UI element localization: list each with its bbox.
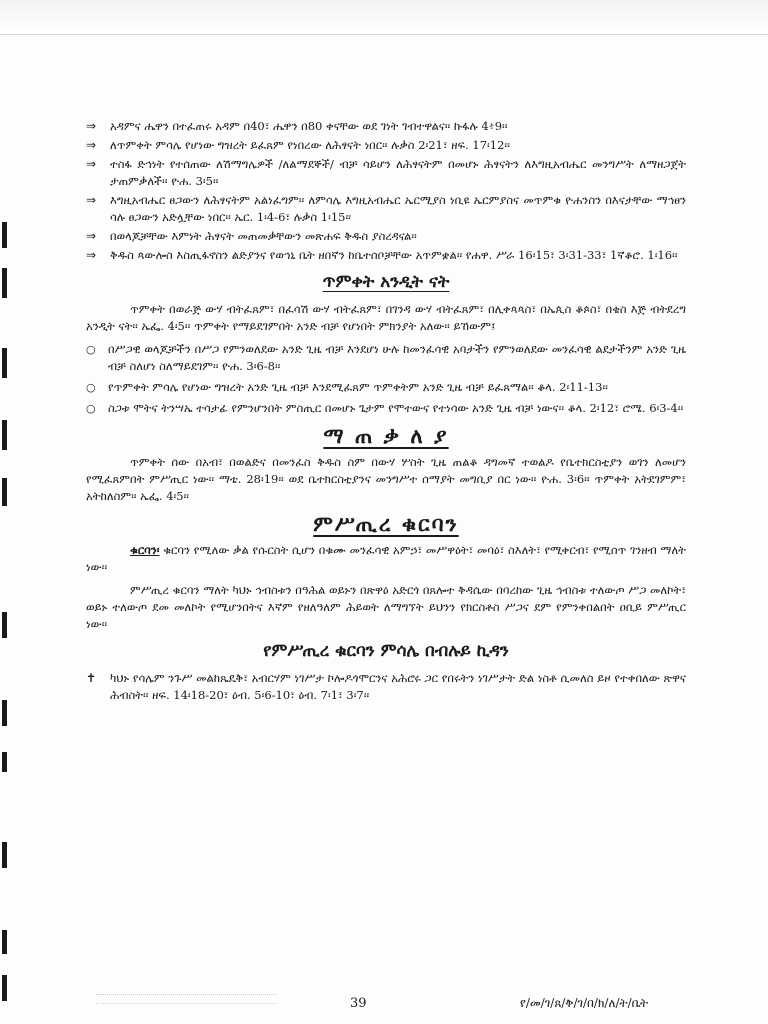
page-number: 39	[350, 996, 367, 1011]
arrow-icon: ⇒	[86, 248, 97, 262]
paragraph: ምሥጢረ ቁርባን ማለት ካህኑ ኅብስቱን በዓሕል ወይኑን በጽዋዕ አድርጎ በጸሎተ ቅዳሴው በባረከው ጊዜ ኅብስቱ ተለውጦ ሥጋ መለኮት፣ ወይኑ ተለውጦ ደመ መለኮት የሚሆንበትና እኛም የዘለዓለም ሕይወት ለማግኘት ይህንን የክርስቶስ ሥጋና ደም የምንቀበልበት ዐቢይ ምሥጢር ነው፡፡	[86, 583, 686, 631]
list-item	[86, 228, 686, 245]
circle-bullet-list	[86, 341, 686, 417]
definition-text: ቁርባን የሚለው ቃል የሱርስት ሲሆን በቁሙ መንፈሳዊ አምኃ፣ መሥዋዕት፣ መባዕ፣ ስእለት፣ የሚቀርብ፣ የሚሰጥ ገንዘብ ማለት ነው፡፡	[86, 543, 686, 574]
list-item-text: ቅዱስ ጳውሎስ እስጢፋኖስን ልድያንና የወኅኒ ቤት ዘበኛን ከቤተሰቦቻቸው አጥምቋል፡፡ የሐዋ. ሥራ 16፡15፣ 3፡31-33፣ 1ኛቆሮ. 1፡16፡፡	[110, 248, 678, 262]
list-item-text: እግዚአብሔር ፀጋውን ለሕፃናትም አልነፈግም፡፡ ለምሳሌ እግዚአብሔር ኤርሚያስ ነቢዩ ኤርምያስና መጥምቁ ዮሐንስን በእናታቸው ማኅፀን ሳሉ ፀጋውን አድሏቸው ነበር፡፡ ኤር. 1፡4-6፣ ሉቃስ 1፡15፡፡	[110, 193, 686, 224]
footer-code: የ/መ/ገ/ጸ/ቅ/ገ/በ/ክ/ለ/ት/ቤት	[520, 996, 649, 1010]
list-item-text: ስጋቱ ሞትና ትንሣኤ ተሳታፊ የምንሆንበት ምስጢር በመሆኑ ጌታም የሞተውና የተነሳው አንድ ጊዜ ብቻ ነውና፡፡ ቆላ. 2፡12፣ ሮሜ. 6፡3-4፡፡	[108, 401, 684, 415]
binding-mark	[2, 478, 7, 506]
list-item	[86, 400, 686, 417]
arrow-icon: ⇒	[86, 138, 97, 152]
paragraph: ጥምቀት ሰው በአብ፣ በወልድና በመንፈስ ቅዱስ ስም በውሃ ሦስት ጊዜ ጠልቆ ዳግመኛ ተወልዶ የቤተክርስቲያን ወገን ለመሆን የሚፈጸምበት ምሥጢር ነው፡፡ ማቴ. 28፡19፡፡ ወደ ቤተክርስቲያንና መንግሥተ ሰማያት መግቢያ በር ነው፡፡ ዮሐ. 3፡6፡፡ ጥምቀት አትደገምም፣ አትከለስም፡፡ ኤፌ. 4፡5፡፡	[86, 455, 686, 503]
binding-mark	[2, 612, 7, 638]
scan-top-edge	[0, 0, 768, 35]
list-item	[86, 137, 686, 154]
section-heading: ማ ጠ ቃ ለ ያ	[323, 423, 449, 448]
definition-paragraph	[86, 542, 686, 576]
list-item-text: ለጥምቀት ምሳሌ የሆነው ግዝረት ይፈጸም የነበረው ለሕፃናት ነበር፡፡ ሉቃስ 2፡21፣ ዘፍ. 17፡12፡፡	[110, 138, 510, 152]
arrow-icon: ⇒	[86, 193, 97, 207]
list-item-text: ካህኑ የሳሌም ንጉሥ መልከጼዴቅ፣ አብርሃም ነገሥታ ኮሎዶጎሞርንና አሕሮሩ ጋር የበሩትን ነገሥታት ድል ነስቶ ሲመለስ ይዞ የተቀበለው ጽዋና ሕብስት፡፡ ዘፍ. 14፡18-20፣ ዕብ. 5፡6-10፣ ዕብ. 7፡1፣ 3፡7፡፡	[110, 671, 686, 702]
circle-bullet-icon: ○	[86, 402, 96, 415]
binding-mark	[2, 420, 7, 450]
circle-bullet-icon: ○	[86, 381, 96, 394]
list-item-text: ተስፋ ድኅነት የተሰጠው ለሽማግሌዎች /ለልማደኞች/ ብቻ ሳይሆን ለሕፃናትም በመሆኑ ሕፃናትን ለእግዚአብሔር መንግሥት ለማዘጋጀት ታጠምቃለች፡፡ ዮሐ. 3፡5፡፡	[110, 157, 686, 188]
list-item-text: በወላጆቻቸው እምነት ሕፃናት መጠመቃቸውን መጽሐፍ ቅዱስ ያስረዳናል፡፡	[110, 229, 417, 243]
list-item	[86, 670, 686, 704]
page-content	[86, 118, 686, 706]
binding-mark	[2, 752, 7, 772]
list-item	[86, 118, 686, 135]
binding-mark	[2, 348, 7, 378]
section-heading: የምሥጢረ ቁርባን ምሳሌ በብሉይ ኪዳን	[263, 641, 509, 661]
binding-mark	[2, 700, 7, 726]
list-item	[86, 341, 686, 375]
list-item-text: በሥጋዊ ወላጆቻችን በሥጋ የምንወለደው አንድ ጊዜ ብቻ እንደሆነ ሁሉ ከመንፈሳዊ አባታችን የምንወለደው መንፈሳዊ ልደታችንም አንድ ጊዜ ብቻ ስለሆነ ስለማይደገም፡፡ ዮሐ. 3፡6-8፡፡	[108, 342, 686, 373]
cross-bullet-icon: ✝	[86, 671, 97, 685]
list-item	[86, 379, 686, 396]
arrow-icon: ⇒	[86, 119, 97, 133]
arrow-icon: ⇒	[86, 229, 97, 243]
list-item	[86, 156, 686, 190]
binding-mark	[2, 930, 7, 954]
binding-mark	[2, 842, 7, 868]
list-item	[86, 192, 686, 226]
arrow-icon: ⇒	[86, 157, 97, 171]
paragraph: ጥምቀት በወራጅ ውሃ ብትፈጸም፣ በፈሳሽ ውሃ ብትፈጸም፣ በገንዳ ውሃ ብትፈጸም፣ በሊቀጳጳስ፣ በኤጲስ ቆጶስ፣ በቄስ እጅ ብትደረግ አንዲት ናት፡፡ ኤፌ. 4፡5፡፡ ጥምቀት የማይደገምበት አንድ ብቻ የሆነበት ምክንያት አለው፡፡ ይኸውም፤	[86, 302, 686, 333]
faint-footer-mark	[96, 994, 276, 1004]
circle-bullet-icon: ○	[86, 343, 96, 356]
arrow-bullet-list	[86, 118, 686, 264]
list-item-text: አዳምና ሔዋን በተፈጠሩ አዳም በ40፣ ሔዋን በ80 ቀናቸው ወደ ገነት ገብተዋልና፡፡ ኩፋሉ 4፥9፡፡	[110, 119, 508, 133]
binding-mark	[2, 975, 7, 1001]
list-item	[86, 247, 686, 264]
list-item-text: የጥምቀት ምሳሌ የሆነው ግዝረት አንድ ጊዜ ብቻ እንደሚፈጸም ጥምቀትም አንድ ጊዜ ብቻ ይፈጸማል፡፡ ቆላ. 2፡11-13፡፡	[108, 380, 608, 394]
section-heading: ጥምቀት አንዲት ናት	[322, 272, 450, 292]
term-label: ቁርባን፡	[130, 543, 160, 557]
binding-mark	[2, 222, 7, 248]
binding-mark	[2, 268, 7, 298]
section-heading: ምሥጢረ ቁርባን	[313, 511, 459, 536]
